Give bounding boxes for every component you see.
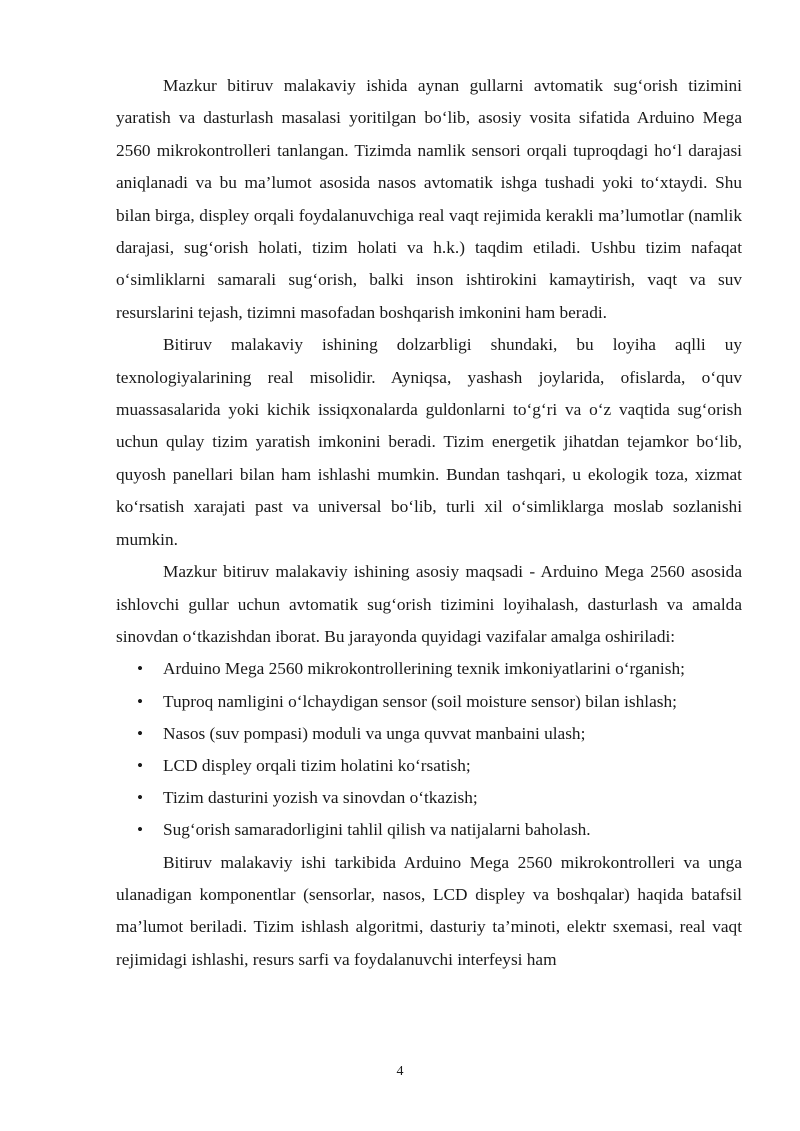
list-item-text: Nasos (suv pompasi) moduli va unga quvvat manbaini ulash; [163, 723, 586, 743]
bullet-icon: • [137, 788, 144, 808]
paragraph-goal: Mazkur bitiruv malakaviy ishining asosiy maqsadi - Arduino Mega 2560 asosida ishlovchi gullar uchun avtomatik sug‘orish tizimini loyihalash, dasturlash va amalda sinovdan o‘tkazishdan iborat. Bu jarayonda quyidagi vazifalar amalga oshiriladi: [116, 562, 742, 646]
list-item [116, 814, 742, 846]
list-item [116, 782, 742, 814]
bullet-icon: • [137, 755, 144, 775]
list-item-text: Tizim dasturini yozish va sinovdan o‘tkazish; [163, 788, 478, 808]
bullet-icon: • [137, 723, 144, 743]
bullet-icon: • [137, 659, 144, 679]
list-item [116, 686, 742, 718]
paragraph-relevance: Bitiruv malakaviy ishining dolzarbligi shundaki, bu loyiha aqlli uy texnologiyalarining real misolidir. Ayniqsa, yashash joylarida, ofislarda, o‘quv muassasalarida yoki kichik issiqxonalarda guldonlarni to‘g‘ri va o‘z vaqtida sug‘orish uchun qulay tizim yaratish imkonini beradi. Tizim energetik jihatdan tejamkor bo‘lib, quyosh panellari bilan ham ishlashi mumkin. Bundan tashqari, u ekologik toza, xizmat ko‘rsatish xarajati past va universal bo‘lib, turli xil o‘simliklarga moslab sozlanishi mumkin. [116, 335, 742, 549]
list-item-text: LCD displey orqali tizim holatini ko‘rsatish; [163, 755, 471, 775]
page-number: 4 [396, 1064, 404, 1079]
paragraph-intro: Mazkur bitiruv malakaviy ishida aynan gullarni avtomatik sug‘orish tizimini yaratish va dasturlash masalasi yoritilgan bo‘lib, asosiy vosita sifatida Arduino Mega 2560 mikrokontrolleri tanlangan. Tizimda namlik sensori orqali tuproqdagi ho‘l darajasi aniqlanadi va bu ma’lumot asosida nasos avtomatik ishga tushadi yoki to‘xtaydi. Shu bilan birga, displey orqali foydalanuvchiga real vaqt rejimida kerakli ma’lumotlar (namlik darajasi, sug‘orish holati, tizim holati va h.k.) taqdim etiladi. Ushbu tizim nafaqat o‘simliklarni samarali sug‘orish, balki inson ishtirokini kamaytirish, vaqt va suv resurslarini tejash, tizimni masofadan boshqarish imkonini ham beradi. [116, 76, 742, 322]
paragraph-closing: Bitiruv malakaviy ishi tarkibida Arduino Mega 2560 mikrokontrolleri va unga ulanadigan komponentlar (sensorlar, nasos, LCD displey va boshqalar) haqida batafsil ma’lumot beriladi. Tizim ishlash algoritmi, dasturiy ta’minoti, elektr sxemasi, real vaqt rejimidagi ishlashi, resurs sarfi va foydalanuvchi interfeysi ham [116, 852, 742, 969]
list-item [116, 718, 742, 750]
list-item-text: Tuproq namligini o‘lchaydigan sensor (soil moisture sensor) bilan ishlash; [163, 691, 677, 711]
list-item-text: Sug‘orish samaradorligini tahlil qilish va natijalarni baholash. [163, 820, 591, 840]
list-item [116, 750, 742, 782]
bullet-icon: • [137, 820, 144, 840]
bullet-icon: • [137, 691, 144, 711]
list-item [116, 653, 742, 685]
list-item-text: Arduino Mega 2560 mikrokontrollerining texnik imkoniyatlarini o‘rganish; [163, 659, 685, 679]
document-page [116, 70, 742, 976]
task-list [116, 653, 742, 846]
